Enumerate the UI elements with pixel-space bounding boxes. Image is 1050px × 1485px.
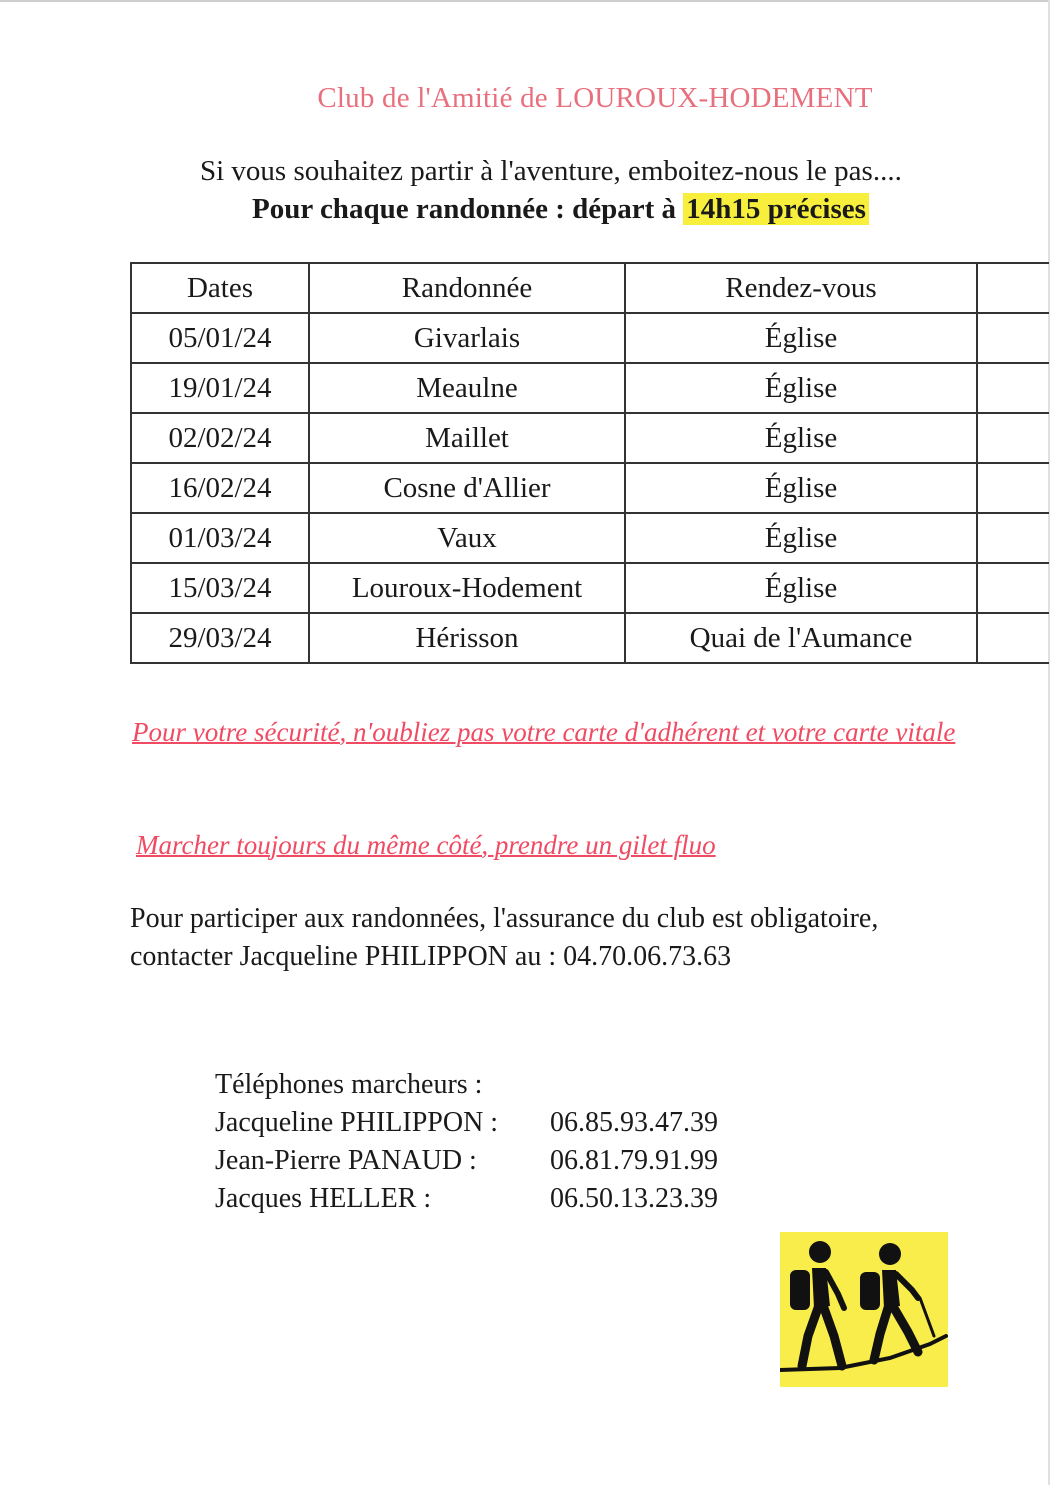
cell-meeting-point: Église (625, 563, 977, 613)
cell-hike: Vaux (309, 513, 625, 563)
cell-hike: Givarlais (309, 313, 625, 363)
insurance-info (130, 900, 1030, 976)
contact-number: 06.50.13.23.39 (550, 1183, 718, 1214)
cell-meeting-point: Église (625, 463, 977, 513)
page-top-edge (0, 0, 1050, 2)
header-hike: Randonnée (309, 263, 625, 313)
header-dates: Dates (131, 263, 309, 313)
cell-meeting-point: Église (625, 413, 977, 463)
cell-hike: Louroux-Hodement (309, 563, 625, 613)
insurance-line-1: Pour participer aux randonnées, l'assurance du club est obligatoire, (130, 903, 879, 934)
table-header-row (131, 263, 1049, 313)
cell-extra (977, 413, 1049, 463)
cell-extra (977, 513, 1049, 563)
safety-warning: Pour votre sécurité, n'oubliez pas votre carte d'adhérent et votre carte vitale (132, 717, 956, 747)
contact-name: Jacqueline PHILIPPON : (215, 1107, 499, 1138)
contact-name: Jacques HELLER : (215, 1183, 432, 1214)
cell-meeting-point: Église (625, 363, 977, 413)
intro-line-2 (252, 190, 1000, 228)
table-row (131, 463, 1049, 513)
hikers-logo (780, 1232, 948, 1387)
cell-meeting-point: Quai de l'Aumance (625, 613, 977, 663)
cell-date: 02/02/24 (131, 413, 309, 463)
cell-hike: Cosne d'Allier (309, 463, 625, 513)
start-time-highlight: 14h15 précises (683, 193, 869, 225)
hikers-icon (780, 1232, 948, 1387)
cell-hike: Hérisson (309, 613, 625, 663)
contact-number: 06.81.79.91.99 (550, 1145, 718, 1176)
contact-number: 06.85.93.47.39 (550, 1107, 718, 1138)
cell-date: 05/01/24 (131, 313, 309, 363)
cell-extra (977, 363, 1049, 413)
phones-heading-text: Téléphones marcheurs : (215, 1069, 483, 1100)
table-row (131, 363, 1049, 413)
intro-line-2-prefix: Pour chaque randonnée : départ à (252, 193, 684, 225)
cell-hike: Meaulne (309, 363, 625, 413)
intro-line-1: Si vous souhaitez partir à l'aventure, emboitez-nous le pas.... (200, 155, 902, 187)
cell-date: 16/02/24 (131, 463, 309, 513)
cell-extra (977, 563, 1049, 613)
intro-text (200, 152, 1000, 228)
table-row (131, 413, 1049, 463)
header-extra-column (977, 263, 1049, 313)
cell-extra (977, 463, 1049, 513)
header-meeting-point: Rendez-vous (625, 263, 977, 313)
cell-date: 15/03/24 (131, 563, 309, 613)
contact-name: Jean-Pierre PANAUD : (215, 1145, 477, 1176)
cell-meeting-point: Église (625, 313, 977, 363)
cell-meeting-point: Église (625, 513, 977, 563)
walking-warning: Marcher toujours du même côté, prendre un gilet fluo (136, 830, 716, 860)
cell-date: 29/03/24 (131, 613, 309, 663)
cell-date: 01/03/24 (131, 513, 309, 563)
club-title: Club de l'Amitié de LOUROUX-HODEMENT (317, 82, 873, 114)
cell-extra (977, 313, 1049, 363)
table-row (131, 513, 1049, 563)
cell-extra (977, 613, 1049, 663)
cell-date: 19/01/24 (131, 363, 309, 413)
cell-hike: Maillet (309, 413, 625, 463)
table-row (131, 563, 1049, 613)
insurance-line-2: contacter Jacqueline PHILIPPON au : 04.70.06.73.63 (130, 941, 732, 972)
hike-schedule-table (130, 262, 1049, 664)
table-row (131, 613, 1049, 663)
table-row (131, 313, 1049, 363)
